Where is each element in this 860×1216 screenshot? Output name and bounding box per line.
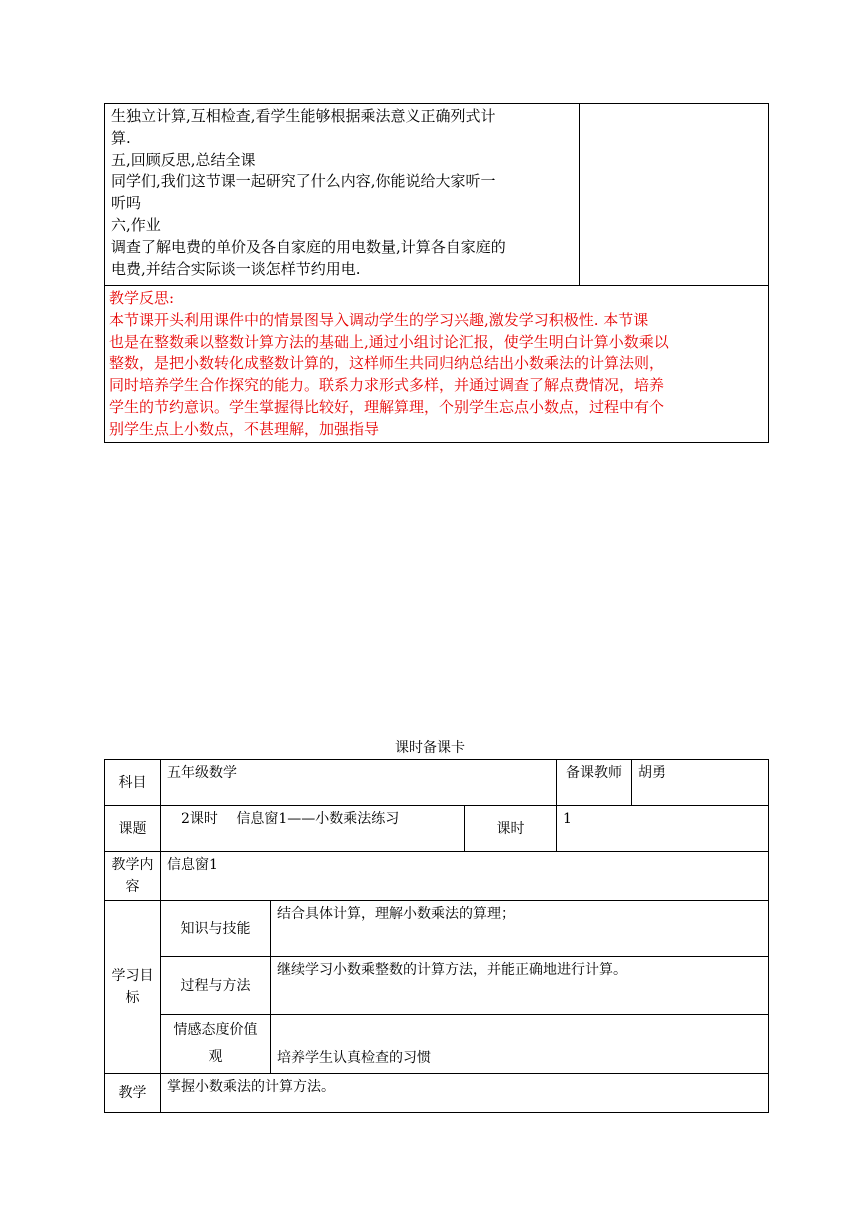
goal-label-attitude: 情感态度价值观 (161, 1015, 271, 1074)
goal-value-attitude: 培养学生认真检查的习惯 (271, 1015, 769, 1074)
reflection-line: 本节课开头利用课件中的情景图导入调动学生的学习兴趣,激发学习积极性. 本节课 (109, 310, 649, 329)
goal-value-knowledge: 结合具体计算，理解小数乘法的算理； (271, 901, 769, 957)
step-line: 听吗 (111, 194, 142, 213)
goal-label-process: 过程与方法 (161, 957, 271, 1015)
period-label: 课时 (465, 806, 557, 852)
teacher-label: 备课教师 (557, 760, 632, 806)
lesson-steps-cell (105, 104, 580, 286)
reflection-line: 同时培养学生合作探究的能力。联系力求形式多样，并通过调查了解点费情况，培养 (109, 376, 665, 395)
key-point-label: 教学 (105, 1074, 161, 1113)
goal-value-process: 继续学习小数乘整数的计算方法，并能正确地进行计算。 (271, 957, 769, 1015)
content-label: 教学内容 (105, 852, 161, 901)
subject-label: 科目 (105, 760, 161, 806)
goals-label: 学习目标 (105, 901, 161, 1074)
notes-cell (580, 104, 769, 286)
reflection-line: 也是在整数乘以整数计算方法的基础上,通过小组讨论汇报，使学生明白计算小数乘以 (109, 332, 669, 351)
step-line: 电费,并结合实际谈一谈怎样节约用电. (111, 259, 361, 278)
step-line: 算. (111, 128, 131, 147)
teacher-value: 胡勇 (632, 760, 769, 806)
step-line: 生独立计算,互相检查,看学生能够根据乘法意义正确列式计 (111, 107, 496, 125)
topic-value: 2课时 信息窗1——小数乘法练习 (161, 806, 465, 852)
step-line: 调查了解电费的单价及各自家庭的用电数量,计算各自家庭的 (111, 237, 506, 256)
content-value: 信息窗1 (161, 852, 769, 901)
reflection-title: 教学反思: (109, 289, 175, 307)
teaching-reflection-cell (105, 286, 769, 443)
lesson-card-table (104, 759, 769, 1113)
card-caption: 课时备课卡 (395, 740, 465, 756)
step-heading: 五,回顾反思,总结全课 (111, 150, 256, 169)
reflection-line: 别学生点上小数点，不甚理解，加强指导 (109, 419, 380, 438)
period-value: 1 (557, 806, 769, 852)
goal-label-knowledge: 知识与技能 (161, 901, 271, 957)
step-heading: 六,作业 (111, 215, 161, 234)
lesson-plan-fragment-table (104, 103, 769, 443)
step-line: 同学们,我们这节课一起研究了什么内容,你能说给大家听一 (111, 172, 496, 191)
key-point-value: 掌握小数乘法的计算方法。 (161, 1074, 769, 1113)
subject-value: 五年级数学 (161, 760, 557, 806)
topic-label: 课题 (105, 806, 161, 852)
reflection-line: 学生的节约意识。学生掌握得比较好，理解算理，个别学生忘点小数点，过程中有个 (109, 397, 665, 416)
reflection-line: 整数，是把小数转化成整数计算的，这样师生共同归纳总结出小数乘法的计算法则， (109, 354, 665, 373)
